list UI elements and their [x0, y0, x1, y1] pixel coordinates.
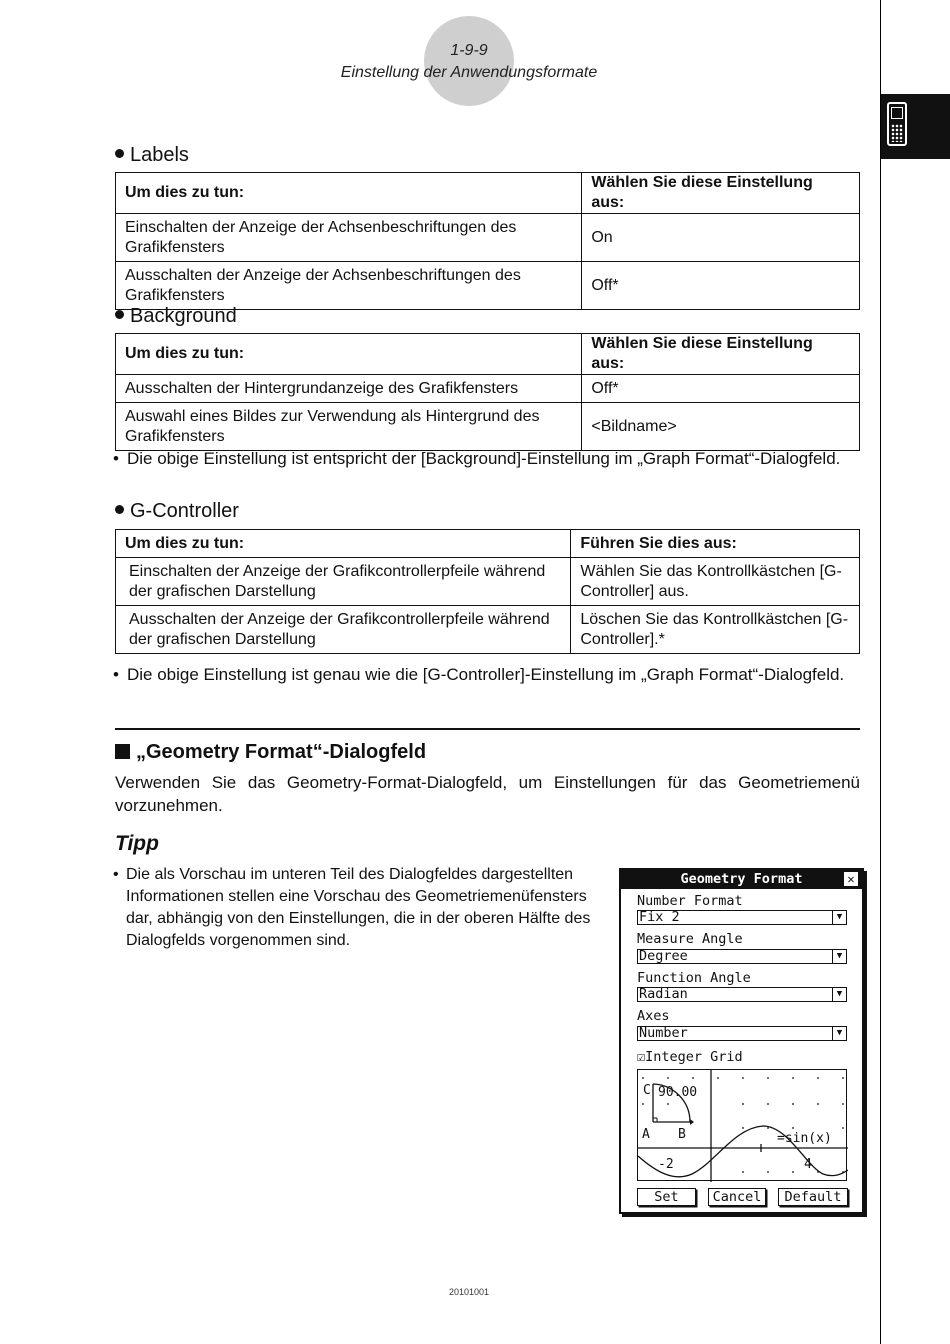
- table-cell-action: Einschalten der Anzeige der Achsenbeschriftungen des Grafikfensters: [116, 214, 582, 262]
- column-header: Um dies zu tun:: [116, 530, 571, 558]
- table-row: [116, 558, 860, 606]
- table-cell-action: Ausschalten der Anzeige der Grafikcontrollerpfeile während der grafischen Darstellung: [116, 606, 571, 654]
- calculator-icon: [887, 102, 907, 146]
- table-cell-setting: Off*: [582, 262, 860, 310]
- table-row: [116, 214, 860, 262]
- table-row: [116, 262, 860, 310]
- column-header: Um dies zu tun:: [116, 334, 582, 375]
- gcontroller-note: • Die obige Einstellung ist genau wie die [G-Controller]-Einstellung im „Graph Format“-Dialogfeld.: [113, 665, 845, 684]
- table-cell-action: Ausschalten der Hintergrundanzeige des Grafikfensters: [116, 375, 582, 403]
- axis-tick-left: -2: [658, 1157, 674, 1172]
- column-header: Wählen Sie diese Einstellung aus:: [582, 334, 860, 375]
- close-icon[interactable]: ✕: [844, 872, 858, 886]
- table-cell-setting: Löschen Sie das Kontrollkästchen [G-Controller].*: [571, 606, 860, 654]
- chevron-down-icon[interactable]: ▼: [832, 988, 846, 1001]
- table-row: [116, 375, 860, 403]
- background-heading: Background: [115, 305, 237, 328]
- geometry-format-dialog: [619, 868, 864, 1214]
- column-header: Wählen Sie diese Einstellung aus:: [582, 173, 860, 214]
- checkbox-checked-icon[interactable]: ☑: [637, 1049, 646, 1065]
- dialog-title: Geometry Format: [680, 871, 803, 887]
- point-b-label: B: [678, 1127, 686, 1142]
- cancel-button[interactable]: Cancel: [708, 1188, 766, 1206]
- section-divider: [115, 728, 860, 730]
- measure-angle-label: Measure Angle: [637, 931, 743, 947]
- table-header-row: [116, 530, 860, 558]
- page-number: 1-9-9: [450, 42, 488, 59]
- table-cell-setting: Off*: [582, 375, 860, 403]
- table-header-row: [116, 334, 860, 375]
- labels-heading: Labels: [115, 144, 189, 167]
- chevron-down-icon[interactable]: ▼: [832, 950, 846, 963]
- geometry-body-text: Verwenden Sie das Geometry-Format-Dialogfeld, um Einstellungen für das Geometriemenü vorzunehmen.: [115, 773, 860, 815]
- point-a-label: A: [642, 1127, 650, 1142]
- background-note: • Die obige Einstellung ist entspricht der [Background]-Einstellung im „Graph Format“-Dialogfeld.: [113, 449, 841, 468]
- table-cell-action: Auswahl eines Bildes zur Verwendung als Hintergrund des Grafikfensters: [116, 403, 582, 451]
- angle-value-label: 90.00: [658, 1085, 698, 1100]
- table-cell-action: Einschalten der Anzeige der Grafikcontrollerpfeile während der grafischen Darstellung: [116, 558, 571, 606]
- column-header: Führen Sie dies aus:: [571, 530, 860, 558]
- point-c-label: C: [643, 1083, 651, 1098]
- table-row: [116, 606, 860, 654]
- integer-grid-checkbox[interactable]: ☑Integer Grid: [637, 1049, 743, 1065]
- default-button[interactable]: Default: [778, 1188, 848, 1206]
- table-header-row: [116, 173, 860, 214]
- table-cell-setting: On: [582, 214, 860, 262]
- tipp-heading: Tipp: [115, 832, 159, 855]
- function-angle-label: Function Angle: [637, 970, 751, 986]
- set-button[interactable]: Set: [637, 1188, 696, 1206]
- table-row: [116, 403, 860, 451]
- header-circle: [424, 16, 514, 106]
- footer-code: 20101001: [448, 1287, 490, 1297]
- geometry-heading: „Geometry Format“-Dialogfeld: [115, 741, 426, 764]
- gcontroller-heading: G-Controller: [115, 500, 239, 523]
- axes-select[interactable]: Number ▼: [637, 1026, 847, 1041]
- page-subtitle: Einstellung der Anwendungsformate: [340, 64, 598, 81]
- function-label: =sin(x): [777, 1131, 832, 1146]
- axes-label: Axes: [637, 1008, 670, 1024]
- number-format-select[interactable]: Fix 2 ▼: [637, 910, 847, 925]
- background-table: [115, 333, 860, 451]
- measure-angle-select[interactable]: Degree ▼: [637, 949, 847, 964]
- table-cell-action: Ausschalten der Anzeige der Achsenbeschriftungen des Grafikfensters: [116, 262, 582, 310]
- chevron-down-icon[interactable]: ▼: [832, 1027, 846, 1040]
- labels-table: [115, 172, 860, 310]
- tipp-text: • Die als Vorschau im unteren Teil des Dialogfeldes dargestellten Informationen stellen eine Vorschau des Geometriemenüfensters dar, abhängig von den Einstellungen, die in der oberen Hälfte des Dialogfelds vorgenommen sind.: [113, 866, 591, 949]
- preview-graphic: [638, 1070, 848, 1182]
- preview-pane: [637, 1069, 847, 1181]
- chevron-down-icon[interactable]: ▼: [832, 911, 846, 924]
- table-cell-setting: Wählen Sie das Kontrollkästchen [G-Controller] aus.: [571, 558, 860, 606]
- dialog-title-bar: [621, 870, 862, 889]
- margin-rule: [880, 0, 881, 1344]
- number-format-label: Number Format: [637, 893, 743, 909]
- gcontroller-table: [115, 529, 860, 654]
- table-cell-setting: <Bildname>: [582, 403, 860, 451]
- axis-tick-right: 4: [804, 1157, 812, 1172]
- function-angle-select[interactable]: Radian ▼: [637, 987, 847, 1002]
- column-header: Um dies zu tun:: [116, 173, 582, 214]
